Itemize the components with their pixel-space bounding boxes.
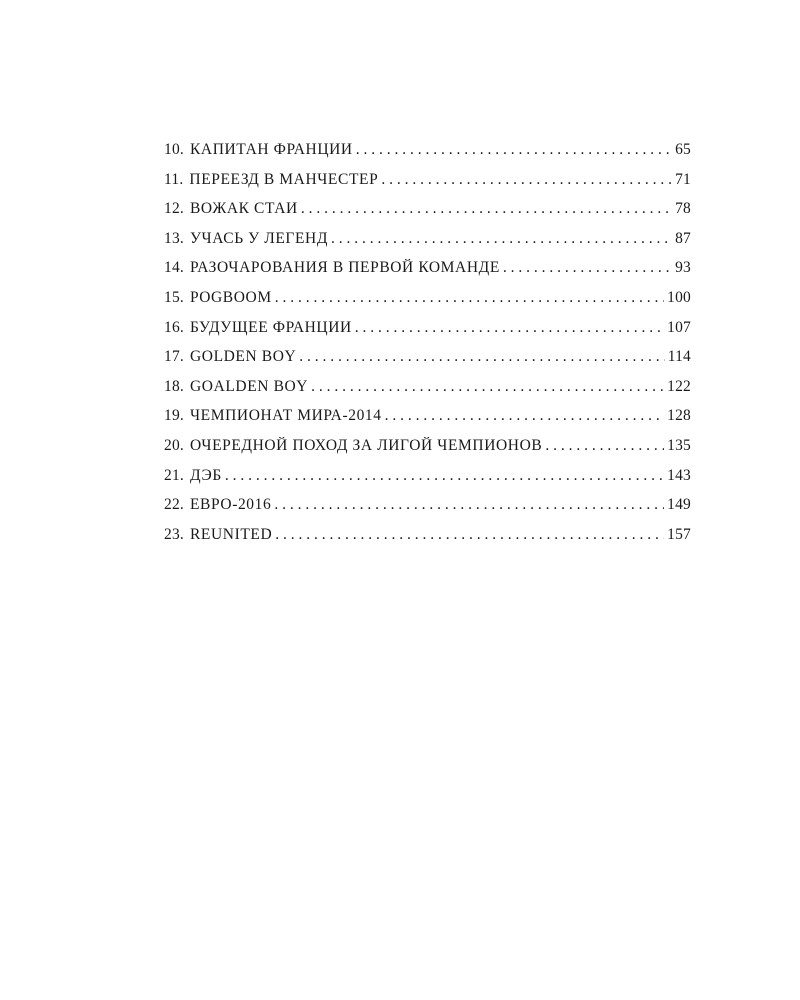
dot-leader <box>381 171 672 189</box>
toc-entry-number: 20. <box>164 436 184 454</box>
toc-entry-title: GOLDEN BOY <box>189 348 297 366</box>
toc-entry <box>164 230 691 260</box>
toc-entry <box>164 289 691 319</box>
toc-entry-number: 14. <box>164 259 184 277</box>
toc-entry <box>164 437 691 467</box>
toc-entry-page: 114 <box>667 348 691 366</box>
toc-entry-title: REUNITED <box>189 525 273 543</box>
toc-entry-page: 100 <box>667 288 691 306</box>
toc-entry-title: ВОЖАК СТАИ <box>189 200 298 218</box>
toc-entry-page: 135 <box>667 436 691 454</box>
table-of-contents <box>164 141 691 555</box>
dot-leader <box>545 437 664 455</box>
toc-entry-page: 78 <box>675 200 691 218</box>
toc-entry <box>164 407 691 437</box>
toc-entry <box>164 171 691 201</box>
toc-entry-title: ЕВРО-2016 <box>189 496 272 514</box>
toc-entry <box>164 141 691 171</box>
toc-entry-number: 23. <box>164 525 184 543</box>
toc-entry <box>164 200 691 230</box>
toc-entry-title: УЧАСЬ У ЛЕГЕНД <box>189 229 328 247</box>
toc-entry <box>164 319 691 349</box>
toc-entry <box>164 378 691 408</box>
dot-leader <box>299 348 664 366</box>
toc-entry-page: 93 <box>675 259 691 277</box>
toc-entry-page: 87 <box>675 229 691 247</box>
toc-entry-page: 157 <box>667 525 691 543</box>
dot-leader <box>385 407 665 425</box>
toc-entry-title: GOALDEN BOY <box>189 377 309 395</box>
toc-entry-page: 122 <box>667 377 691 395</box>
toc-entry-page: 65 <box>675 141 691 158</box>
dot-leader <box>356 141 672 159</box>
toc-entry-number: 15. <box>164 288 184 306</box>
toc-entry <box>164 259 691 289</box>
toc-entry-page: 143 <box>667 466 691 484</box>
dot-leader <box>311 378 664 396</box>
toc-entry-number: 18. <box>164 377 184 395</box>
dot-leader <box>301 200 672 218</box>
toc-entry <box>164 496 691 526</box>
toc-entry-page: 107 <box>667 318 691 336</box>
toc-entry <box>164 526 691 556</box>
toc-entry-number: 17. <box>164 348 184 366</box>
toc-entry-title: ЧЕМПИОНАТ МИРА-2014 <box>189 407 382 425</box>
toc-entry-title: ОЧЕРЕДНОЙ ПОХОД ЗА ЛИГОЙ ЧЕМПИОНОВ <box>189 436 543 454</box>
toc-entry-number: 21. <box>164 466 184 484</box>
dot-leader <box>225 467 664 485</box>
toc-entry-number: 19. <box>164 407 184 425</box>
toc-entry-number: 16. <box>164 318 184 336</box>
toc-entry-number: 11. <box>164 170 184 188</box>
toc-entry-page: 149 <box>667 496 691 514</box>
toc-entry-page: 71 <box>675 170 691 188</box>
toc-entry-title: БУДУЩЕЕ ФРАНЦИИ <box>189 318 352 336</box>
toc-entry-title: КАПИТАН ФРАНЦИИ <box>189 141 353 158</box>
toc-entry <box>164 467 691 497</box>
toc-entry-number: 10. <box>164 141 184 158</box>
dot-leader <box>355 319 664 337</box>
toc-entry-title: ДЭБ <box>189 466 222 484</box>
toc-entry-title: ПЕРЕЕЗД В МАНЧЕСТЕР <box>189 170 379 188</box>
dot-leader <box>274 496 664 514</box>
dot-leader <box>503 259 672 277</box>
dot-leader <box>331 230 672 248</box>
toc-entry <box>164 348 691 378</box>
toc-entry-number: 22. <box>164 496 184 514</box>
toc-entry-page: 128 <box>667 407 691 425</box>
dot-leader <box>275 289 664 307</box>
toc-entry-number: 13. <box>164 229 184 247</box>
toc-entry-title: POGBOOM <box>189 288 272 306</box>
dot-leader <box>275 526 664 544</box>
toc-entry-title: РАЗОЧАРОВАНИЯ В ПЕРВОЙ КОМАНДЕ <box>189 259 500 277</box>
toc-entry-number: 12. <box>164 200 184 218</box>
